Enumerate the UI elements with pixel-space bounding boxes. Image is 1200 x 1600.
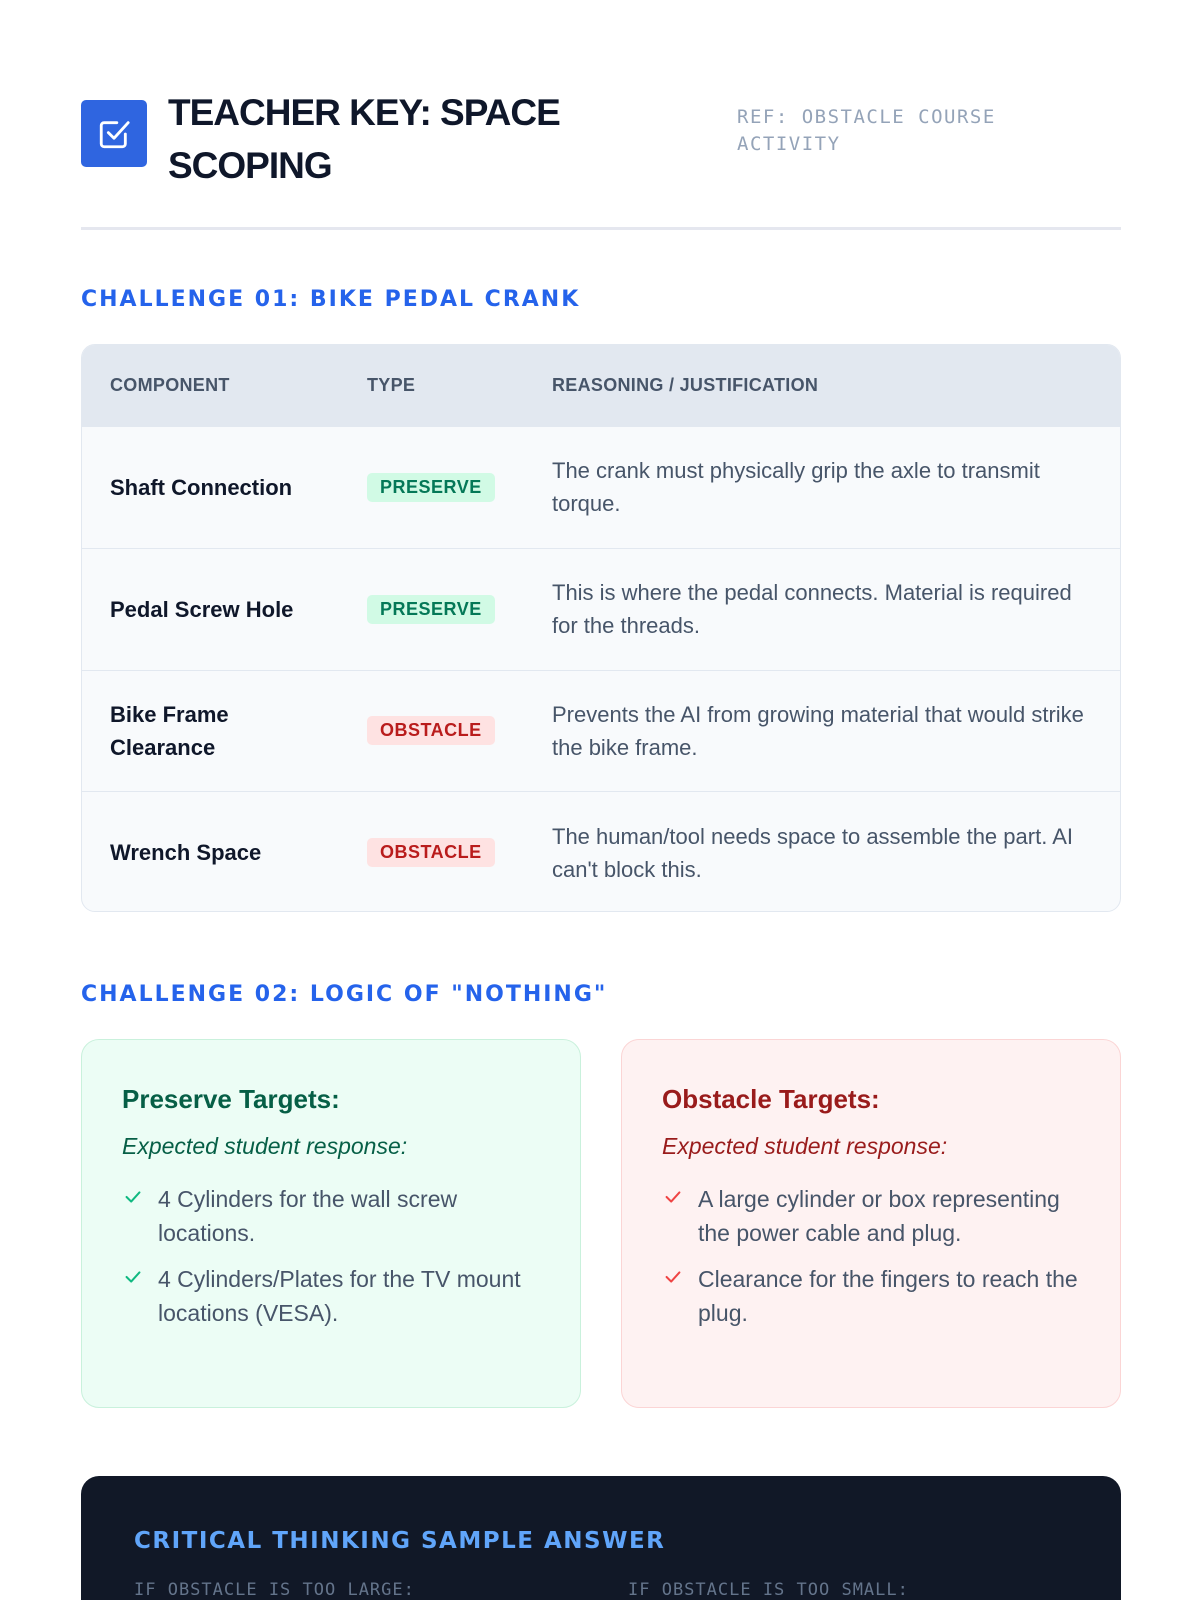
check-icon bbox=[662, 1266, 684, 1288]
critical-thinking-columns bbox=[134, 1580, 1068, 1600]
challenge-2-title: CHALLENGE 02: LOGIC OF "NOTHING" bbox=[81, 982, 608, 1007]
table-row bbox=[82, 791, 1120, 912]
list-item bbox=[122, 1182, 540, 1250]
type-badge-preserve: PRESERVE bbox=[367, 473, 495, 502]
type-badge-obstacle: OBSTACLE bbox=[367, 838, 495, 867]
component-name: Bike Frame Clearance bbox=[110, 701, 229, 760]
column-header-type: TYPE bbox=[367, 375, 416, 395]
preserve-list bbox=[122, 1182, 540, 1330]
reference-label: REF: OBSTACLE COURSE ACTIVITY bbox=[737, 106, 996, 155]
check-icon bbox=[122, 1266, 144, 1288]
type-badge-preserve: PRESERVE bbox=[367, 595, 495, 624]
reasoning-text: This is where the pedal connects. Material is required for the threads. bbox=[552, 580, 1072, 639]
reasoning-text: The crank must physically grip the axle to transmit torque. bbox=[552, 458, 1040, 517]
checkbox-icon bbox=[81, 100, 147, 167]
table-row bbox=[82, 426, 1120, 548]
table-header bbox=[82, 345, 1120, 426]
component-name: Pedal Screw Hole bbox=[110, 596, 294, 622]
obstacle-item-text: A large cylinder or box representing the power cable and plug. bbox=[698, 1186, 1060, 1246]
critical-thinking-title: CRITICAL THINKING SAMPLE ANSWER bbox=[134, 1528, 666, 1554]
list-item bbox=[662, 1262, 1080, 1330]
column-header-component: COMPONENT bbox=[110, 375, 230, 395]
reasoning-text: The human/tool needs space to assemble the part. AI can't block this. bbox=[552, 823, 1073, 882]
column-header-reasoning: REASONING / JUSTIFICATION bbox=[552, 375, 819, 395]
list-item bbox=[122, 1262, 540, 1330]
check-icon bbox=[122, 1186, 144, 1208]
too-large-label: IF OBSTACLE IS TOO LARGE: bbox=[134, 1580, 415, 1600]
preserve-item-text: 4 Cylinders/Plates for the TV mount locations (VESA). bbox=[158, 1266, 521, 1326]
obstacle-heading: Obstacle Targets: bbox=[662, 1084, 880, 1114]
preserve-subheading: Expected student response: bbox=[122, 1133, 408, 1159]
component-name: Wrench Space bbox=[110, 840, 262, 866]
challenge-1-table bbox=[81, 344, 1121, 912]
table-row bbox=[82, 670, 1120, 792]
preserve-item-text: 4 Cylinders for the wall screw locations. bbox=[158, 1186, 458, 1246]
header-divider bbox=[81, 227, 1121, 230]
component-name: Shaft Connection bbox=[110, 474, 293, 500]
challenge-1-title: CHALLENGE 01: BIKE PEDAL CRANK bbox=[81, 287, 581, 312]
too-small-label: IF OBSTACLE IS TOO SMALL: bbox=[628, 1580, 909, 1600]
preserve-heading: Preserve Targets: bbox=[122, 1084, 340, 1114]
reasoning-text: Prevents the AI from growing material that would strike the bike frame. bbox=[552, 701, 1084, 760]
obstacle-item-text: Clearance for the fingers to reach the plug. bbox=[698, 1266, 1078, 1326]
page-title: TEACHER KEY: SPACE SCOPING bbox=[168, 92, 560, 186]
check-icon bbox=[662, 1186, 684, 1208]
preserve-targets-card bbox=[81, 1039, 581, 1408]
header bbox=[81, 86, 1121, 186]
obstacle-subheading: Expected student response: bbox=[662, 1133, 948, 1159]
critical-thinking-panel bbox=[81, 1476, 1121, 1600]
list-item bbox=[662, 1182, 1080, 1250]
obstacle-list bbox=[662, 1182, 1080, 1330]
obstacle-targets-card bbox=[621, 1039, 1121, 1408]
type-badge-obstacle: OBSTACLE bbox=[367, 716, 495, 745]
table-row bbox=[82, 548, 1120, 670]
